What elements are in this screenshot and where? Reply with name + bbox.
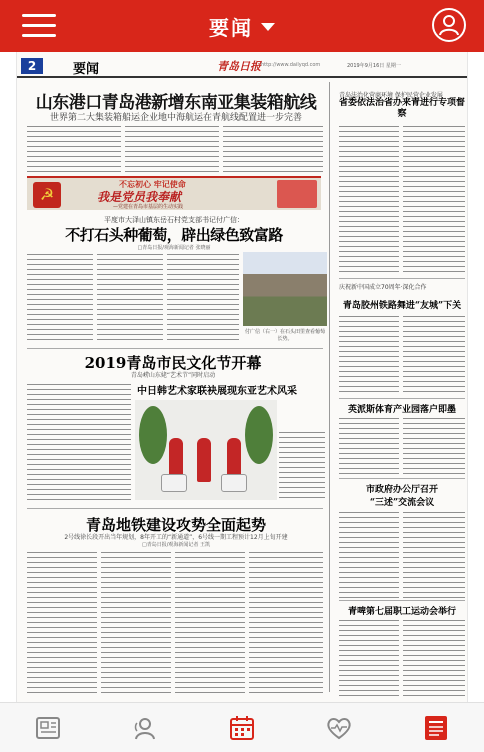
page-title: 要闻 [209, 15, 253, 40]
nav-health[interactable] [290, 703, 387, 752]
article-text-column [27, 550, 97, 696]
nav-people[interactable] [97, 703, 194, 752]
article-text-column [339, 618, 399, 696]
party-banner [27, 176, 321, 210]
story-byline: □青岛日报/观海新闻记者 张晓丽 [137, 245, 211, 251]
article-text-column [403, 618, 465, 696]
nav-newspaper[interactable] [0, 703, 97, 752]
story-headline[interactable]: 市政府办公厅召开 [365, 485, 438, 495]
user-profile-button[interactable] [432, 8, 466, 42]
story-kicker: 庆祝新中国成立70周年·深化合作 [339, 284, 427, 291]
newspaper-icon [33, 713, 63, 743]
story-headline[interactable]: 青岛胶州铁路舞进“友城”下关 [342, 301, 462, 311]
article-text-column [97, 252, 163, 344]
article-text-column [27, 124, 121, 172]
nav-news[interactable] [387, 703, 484, 752]
photo-caption: 付广信（右一）在石头田里查看葡萄长势。 [244, 329, 325, 342]
top-bar [0, 0, 484, 52]
newspaper-url: http://www.dailyqd.com [261, 62, 321, 68]
story-headline[interactable]: 青啤第七届职工运动会举行 [347, 607, 456, 617]
banner-slogan-sub: —党建在青岛市基层的生动实践 [113, 204, 184, 210]
article-text-column [403, 124, 465, 274]
article-text-column [175, 550, 245, 696]
article-text-column [403, 314, 465, 396]
user-icon [434, 10, 464, 40]
story-headline[interactable]: 不打石头种葡萄，辟出绿色致富路 [65, 226, 283, 244]
story-headline[interactable]: 2019青岛市民文化节开幕 [84, 354, 262, 372]
channel-selector[interactable] [209, 12, 275, 41]
nav-calendar[interactable] [194, 703, 291, 752]
story-kicker: 青岛法治化营商环境 保护民营企业发展 [339, 92, 443, 99]
divider [339, 278, 465, 279]
heart-icon [324, 713, 354, 743]
page-number: 2 [21, 58, 43, 74]
story-headline-line2[interactable]: “三述”交流会议 [369, 498, 435, 508]
vineyard-photo[interactable] [243, 252, 327, 326]
menu-icon [22, 14, 56, 17]
divider [339, 398, 465, 399]
section-name: 要闻 [73, 62, 100, 77]
article-text-column [339, 510, 399, 598]
newspaper-logo: 青岛日报 [217, 60, 261, 73]
story-headline[interactable]: 青岛地铁建设攻势全面起势 [85, 516, 266, 534]
page-masthead [17, 58, 468, 78]
article-text-column [339, 416, 399, 476]
story-subhead: 中日韩艺术家联袂展现东亚艺术风采 [137, 386, 297, 397]
banner-slogan-top: 不忘初心 牢记使命 [119, 180, 186, 189]
article-text-column [249, 550, 323, 696]
chevron-down-icon [261, 23, 275, 31]
banner-slogan-main: 我是党员我奉献 [97, 190, 182, 204]
photo-caption [279, 430, 325, 500]
article-text-column [27, 252, 93, 344]
article-text-column [403, 510, 465, 598]
news-icon [421, 713, 451, 743]
article-text-column [101, 550, 171, 696]
festival-photo[interactable] [135, 400, 277, 500]
divider [27, 348, 323, 349]
divider [27, 508, 323, 509]
story-deck: 平度市大泽山镇东岳石村党支部书记付广信： [104, 216, 244, 224]
article-text-column [403, 416, 465, 476]
story-headline[interactable]: 英派斯体育产业园落户即墨 [347, 405, 456, 415]
article-text-column [125, 124, 219, 172]
article-text-column [167, 252, 239, 344]
column-divider [329, 82, 330, 692]
article-text-column [339, 124, 399, 274]
lead-headline[interactable]: 山东港口青岛港新增东南亚集装箱航线 [35, 93, 317, 113]
article-text-column [27, 382, 131, 502]
people-icon [130, 713, 160, 743]
story-deck: 青岛崂山东姥“艺术节”同时启动 [130, 372, 216, 379]
menu-button[interactable] [22, 14, 56, 38]
newspaper-page[interactable] [16, 52, 468, 702]
divider [339, 600, 465, 601]
story-deck: 2号线徐长段开出当年规划，8年开工的“新通道”，6号线一期工程预计12月上旬开建 [64, 534, 288, 541]
article-text-column [339, 314, 399, 396]
story-byline: □青岛日报/观海新闻记者 王凯 [142, 542, 210, 548]
party-emblem-icon: ☭ [33, 182, 61, 208]
flag-graphic [277, 180, 317, 208]
calendar-icon [227, 713, 257, 743]
article-text-column [223, 124, 323, 172]
lead-subhead: 世界第二大集装箱船运企业地中海航运在青航线配置进一步完善 [49, 113, 302, 123]
bottom-navigation [0, 702, 484, 752]
issue-date: 2019年9月16日 星期一 [347, 63, 401, 69]
divider [339, 478, 465, 479]
story-headline[interactable]: 省委依法治省办来青进行专项督察 [339, 98, 466, 119]
